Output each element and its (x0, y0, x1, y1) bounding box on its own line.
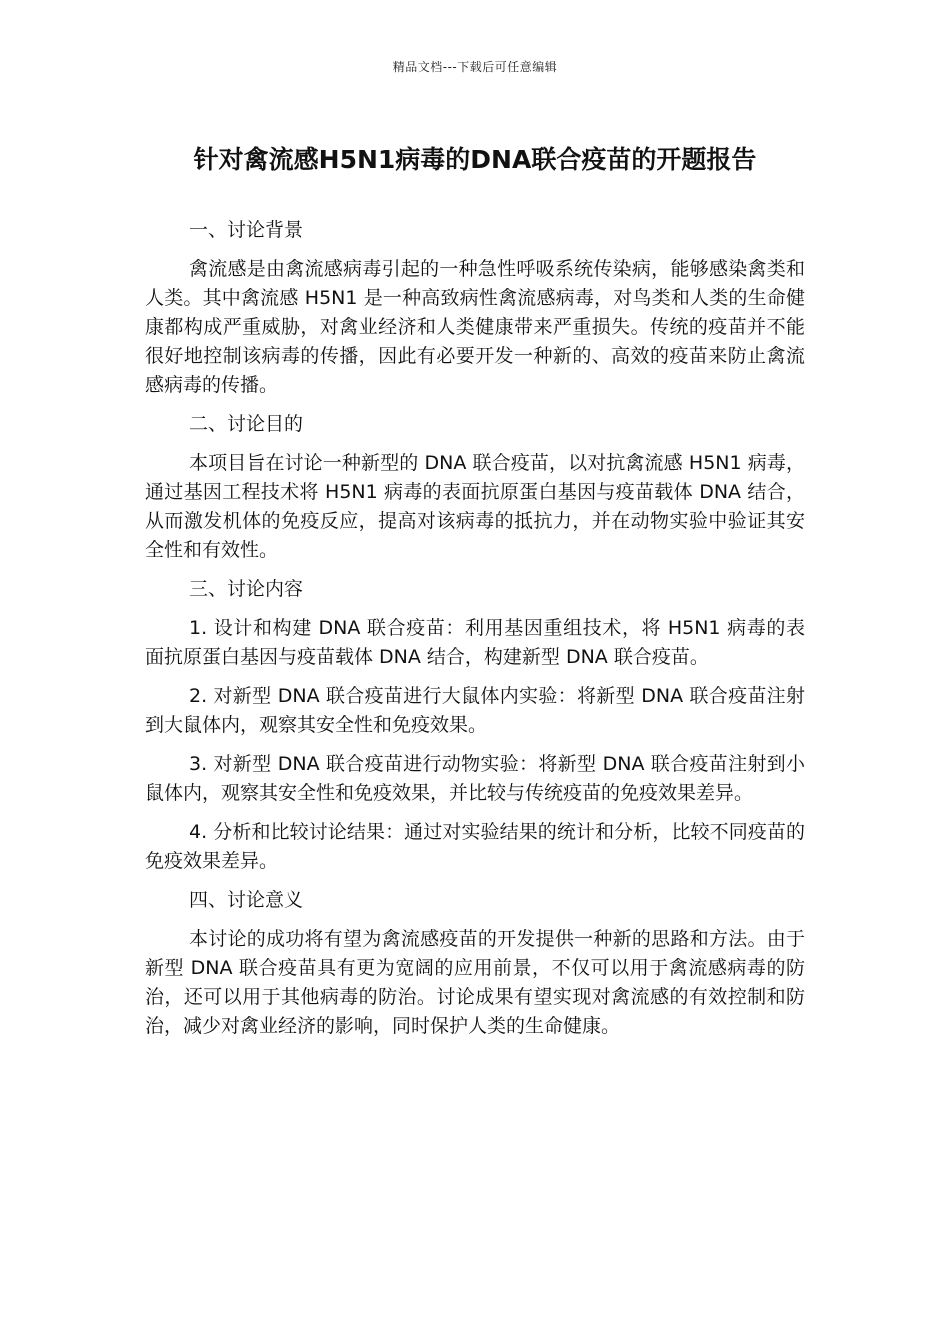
content-item-3: 3. 对新型 DNA 联合疫苗进行动物实验：将新型 DNA 联合疫苗注射到小鼠体内，观察其安全性和免疫效果，并比较与传统疫苗的免疫效果差异。 (145, 753, 805, 804)
content-item-2: 2. 对新型 DNA 联合疫苗进行大鼠体内实验：将新型 DNA 联合疫苗注射到大鼠体内，观察其安全性和免疫效果。 (145, 685, 805, 736)
paragraph-purpose: 本项目旨在讨论一种新型的 DNA 联合疫苗，以对抗禽流感 H5N1 病毒，通过基因工程技术将 H5N1 病毒的表面抗原蛋白基因与疫苗载体 DNA 结合，从而激发机体的免疫反应，提高对该病毒的抵抗力，并在动物实验中验证其安全性和有效性。 (145, 452, 805, 561)
header-note: 精品文档---下载后可任意编辑 (392, 60, 558, 74)
document-body (145, 216, 805, 1041)
content-item-4: 4. 分析和比较讨论结果：通过对实验结果的统计和分析，比较不同疫苗的免疫效果差异。 (145, 821, 805, 872)
paragraph-significance: 本讨论的成功将有望为禽流感疫苗的开发提供一种新的思路和方法。由于新型 DNA 联合疫苗具有更为宽阔的应用前景，不仅可以用于禽流感病毒的防治，还可以用于其他病毒的防治。讨论成果有望实现对禽流感的有效控制和防治，减少对禽业经济的影响，同时保护人类的生命健康。 (145, 928, 805, 1037)
section-heading-significance: 四、讨论意义 (189, 889, 304, 911)
section-heading-background: 一、讨论背景 (189, 219, 304, 241)
document-title: 针对禽流感H5N1病毒的DNA联合疫苗的开题报告 (193, 145, 757, 174)
paragraph-background: 禽流感是由禽流感病毒引起的一种急性呼吸系统传染病，能够感染禽类和人类。其中禽流感 H5N1 是一种高致病性禽流感病毒，对鸟类和人类的生命健康都构成严重威胁，对禽业经济和人类健康带来严重损失。传统的疫苗并不能很好地控制该病毒的传播，因此有必要开发一种新的、高效的疫苗来防止禽流感病毒的传播。 (145, 258, 805, 396)
section-heading-content: 三、讨论内容 (189, 578, 304, 600)
section-heading-purpose: 二、讨论目的 (189, 413, 304, 435)
content-item-1: 1. 设计和构建 DNA 联合疫苗：利用基因重组技术，将 H5N1 病毒的表面抗原蛋白基因与疫苗载体 DNA 结合，构建新型 DNA 联合疫苗。 (145, 617, 805, 668)
